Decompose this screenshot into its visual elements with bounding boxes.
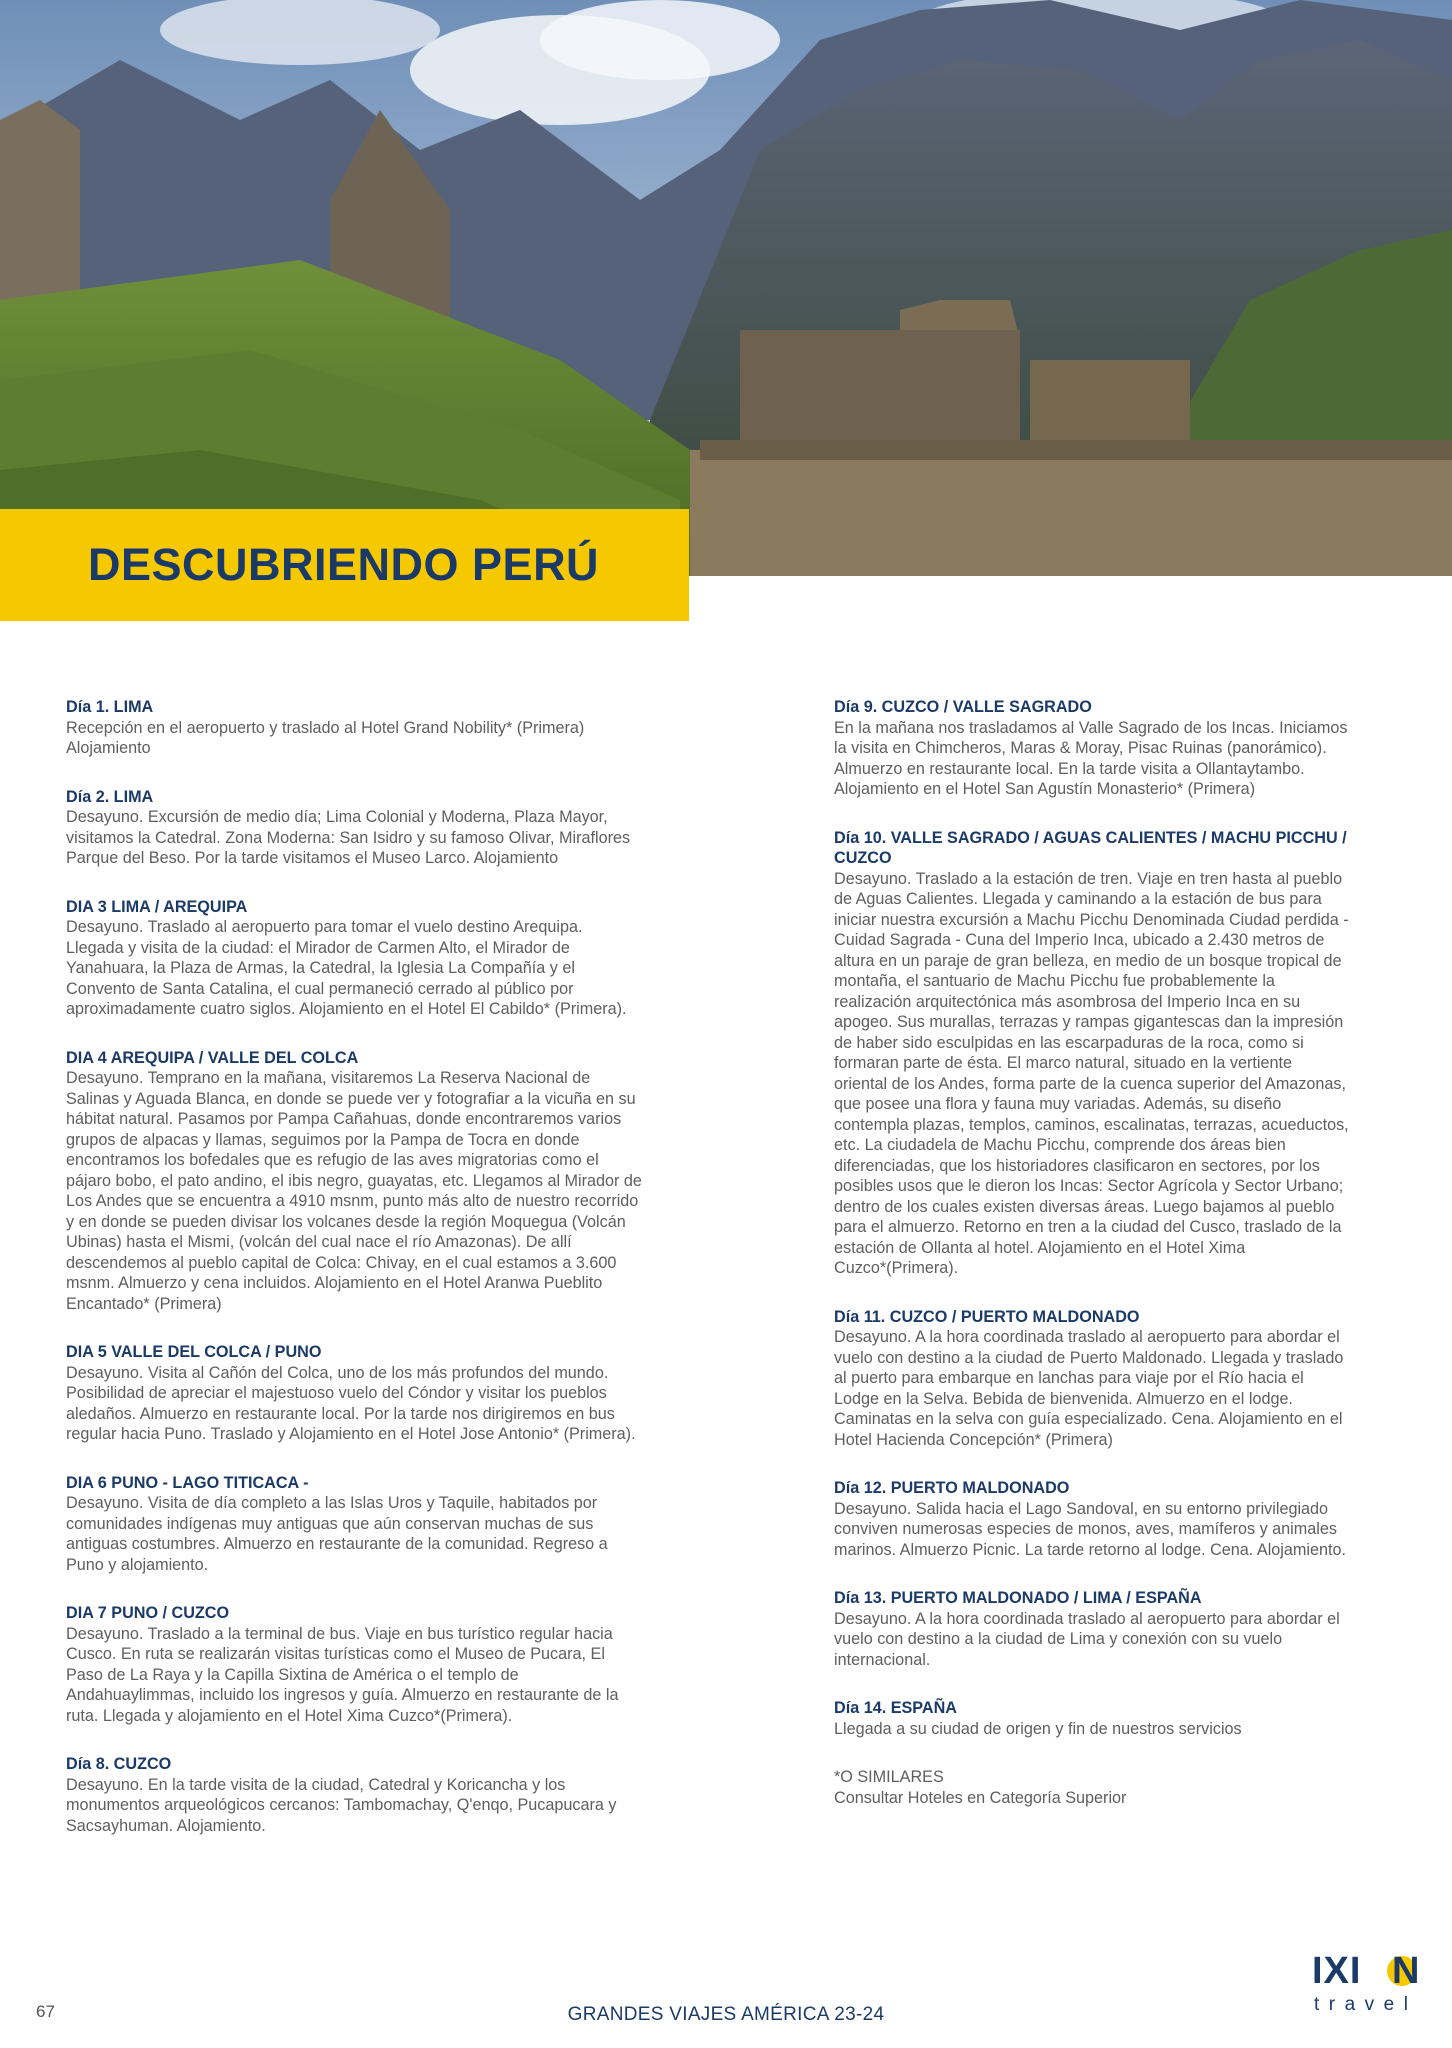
itinerary-day	[66, 1473, 686, 1576]
day-title: DIA 4 AREQUIPA / VALLE DEL COLCA	[66, 1048, 359, 1067]
day-description: En la mañana nos trasladamos al Valle Sagrado de los Incas. Iniciamos la visita en Chimcheros, Maras & Moray, Pisac Ruinas (panorámico). Almuerzo en restaurante local. En la tarde visita a Ollantaytambo. Alojamiento en el Hotel San Agustín Monasterio* (Primera)	[834, 718, 1348, 798]
day-description: Desayuno. Visita de día completo a las Islas Uros y Taquile, habitados por comunidades indígenas muy antiguas que aún conservan muchas de sus antiguas costumbres. Almuerzo en restaurante de la comunidad. Regreso a Puno y alojamiento.	[66, 1494, 608, 1574]
itinerary-day	[66, 1342, 686, 1445]
logo-subtitle: travel	[1314, 1994, 1418, 2015]
day-description: Desayuno. Salida hacia el Lago Sandoval, en su entorno privilegiado conviven numerosas especies de monos, aves, mamíferos y animales marinos. Almuerzo Picnic. La tarde retorno al lodge. Cena. Alojamiento.	[834, 1499, 1346, 1559]
itinerary-day	[66, 1754, 686, 1836]
day-title: Día 12. PUERTO MALDONADO	[834, 1479, 1070, 1497]
itinerary-day	[66, 697, 686, 759]
day-title: Día 14. ESPAÑA	[834, 1699, 957, 1717]
day-description: Desayuno. Excursión de medio día; Lima Colonial y Moderna, Plaza Mayor, visitamos la Catedral. Zona Moderna: San Isidro y su famoso Olivar, Miraflores Parque del Beso. Por la tarde visitamos el Museo Larco. Alojamiento	[66, 808, 631, 867]
hero-photo	[0, 0, 1452, 576]
day-title: DIA 3 LIMA / AREQUIPA	[66, 897, 248, 916]
page-title: DESCUBRIENDO PERÚ	[88, 539, 600, 590]
day-description: Desayuno. A la hora coordinada traslado al aeropuerto para abordar el vuelo con destino a la ciudad de Puerto Maldonado. Llegada y traslado al puerto para embarque en lanchas para viaje por el Río hacia el Lodge en la Selva. Bebida de bienvenida. Almuerzo en el lodge. Caminatas en la selva con guía especializado. Cena. Alojamiento en el Hotel Hacienda Concepción* (Primera)	[834, 1328, 1344, 1449]
itinerary-day	[834, 1307, 1380, 1451]
day-title: Día 13. PUERTO MALDONADO / LIMA / ESPAÑA	[834, 1589, 1202, 1607]
day-description: Desayuno. Traslado a la terminal de bus. Viaje en bus turístico regular hacia Cusco. En ruta se realizarán visitas turísticas como el Museo de Pucara, El Paso de La Raya y la Capilla Sixtina de América o el templo de Andahuaylimmas, incluido los ingresos y guía. Almuerzo en restaurante de la ruta. Llegada y alojamiento en el Hotel Xima Cuzco*(Primera).	[66, 1624, 619, 1725]
machu-picchu-landscape-image	[0, 0, 1452, 576]
day-title: Día 11. CUZCO / PUERTO MALDONADO	[834, 1307, 1140, 1326]
title-band	[0, 509, 689, 621]
itinerary-day	[834, 697, 1380, 800]
day-description: Desayuno. Temprano en la mañana, visitaremos La Reserva Nacional de Salinas y Aguada Blanca, en donde se puede ver y fotografiar a la vicuña en su hábitat natural. Pasamos por Pampa Cañahuas, donde encontraremos varios grupos de alpacas y llamas, seguimos por la Pampa de Tocra en donde encontramos los bofedales que es refugio de las aves migratorias como el pájaro bobo, el pato andino, el ibis negro, guayatas, etc. Llegamos al Mirador de Los Andes que se encuentra a 4910 msnm, punto más alto de nuestro recorrido y en donde se pueden divisar los volcanes desde la región Moquegua (Volcán Ubinas) hasta el Mismi, (volcán del cual nace el río Amazonas). De allí descendemos al pueblo capital de Colca: Chivay, en el cual estamos a 3.600 msnm. Almuerzo y cena incluidos. Alojamiento en el Hotel Aranwa Pueblito Encantado* (Primera)	[66, 1069, 642, 1313]
day-title: DIA 7 PUNO / CUZCO	[66, 1604, 230, 1622]
day-description: Llegada a su ciudad de origen y fin de nuestros servicios	[834, 1719, 1242, 1738]
day-description: Recepción en el aeropuerto y traslado al Hotel Grand Nobility* (Primera) Alojamiento	[66, 718, 585, 757]
day-title: Día 8. CUZCO	[66, 1755, 172, 1773]
itinerary-day	[834, 1698, 1380, 1739]
logo-brand: IXI N	[1312, 1950, 1421, 1992]
day-description: Desayuno. En la tarde visita de la ciudad, Catedral y Koricancha y los monumentos arqueológicos cercanos: Tambomachay, Q'enqo, Pucapucara y Sacsayhuman. Alojamiento.	[66, 1775, 617, 1835]
itinerary-left-column	[66, 697, 686, 1864]
day-description: Desayuno. A la hora coordinada traslado al aeropuerto para abordar el vuelo con destino a la ciudad de Lima y conexión con su vuelo internacional.	[834, 1609, 1340, 1669]
itinerary-day	[66, 897, 686, 1020]
day-title: DIA 6 PUNO - LAGO TITICACA -	[66, 1473, 309, 1492]
day-title: Día 2. LIMA	[66, 787, 154, 806]
itinerary-day	[834, 1478, 1380, 1560]
itinerary-day	[834, 1588, 1380, 1670]
itinerary-day	[834, 828, 1380, 1279]
day-description: Desayuno. Visita al Cañón del Colca, uno de los más profundos del mundo. Posibilidad de apreciar el majestuoso vuelo del Cóndor y visitar los pueblos aledaños. Almuerzo en restaurante local. Por la tarde nos dirigiremos en bus regular hacia Puno. Traslado y Alojamiento en el Hotel Jose Antonio* (Primera).	[66, 1363, 636, 1443]
day-title: Día 9. CUZCO / VALLE SAGRADO	[834, 698, 1092, 716]
day-description: Desayuno. Traslado a la estación de tren. Viaje en tren hasta al pueblo de Aguas Calientes. Llegada y caminando a la estación de bus para iniciar nuestra excursión a Machu Picchu Denominada Ciudad perdida - Cuidad Sagrada - Cuna del Imperio Inca, ubicado a 2.430 metros de altura en un paraje de gran belleza, en medio de un bosque tropical de montaña, el santuario de Machu Picchu fue probablemente la realización arquitectónica más asombrosa del Imperio Inca en su apogeo. Sus murallas, terrazas y rampas gigantescas dan la impresión de haber sido esculpidas en las escarpaduras de la roca, como si formaran parte de ésta. El marco natural, situado en la vertiente oriental de los Andes, forma parte de la cuenca superior del Amazonas, que posee una flora y fauna muy variadas. Además, su diseño contempla plazas, templos, caminos, escalinatas, terrazas, acueductos, etc. La ciudadela de Machu Picchu, comprende dos áreas bien diferenciadas, que los historiadores clasificaron en sectores, por los posibles usos que le dieron los Incas: Sector Agrícola y Sector Urbano; dentro de los cuales existen diversas áreas. Luego bajamos al pueblo para el almuerzo. Retorno en tren a la ciudad del Cusco, traslado de la estación de Ollanta al hotel. Alojamiento en el Hotel Xima Cuzco*(Primera).	[834, 869, 1349, 1277]
itinerary-day	[66, 1048, 686, 1315]
itinerary-day	[66, 1603, 686, 1726]
day-title: Día 10. VALLE SAGRADO / AGUAS CALIENTES / MACHU PICCHU / CUZCO	[834, 828, 1347, 867]
itinerary-day	[66, 787, 686, 869]
ixion-travel-logo	[1310, 1950, 1440, 2040]
page-number: 67	[36, 2002, 55, 2021]
footer-title: GRANDES VIAJES AMÉRICA 23-24	[567, 2004, 885, 2025]
day-description: Desayuno. Traslado al aeropuerto para tomar el vuelo destino Arequipa. Llegada y visita de la ciudad: el Mirador de Carmen Alto, el Mirador de Yanahuara, la Plaza de Armas, la Catedral, la Iglesia La Compañía y el Convento de Santa Catalina, el cual permaneció cerrado al público por aproximadamente cuatro siglos. Alojamiento en el Hotel El Cabildo* (Primera).	[66, 918, 627, 1018]
itinerary-right-column	[834, 697, 1380, 1824]
day-title: DIA 5 VALLE DEL COLCA / PUNO	[66, 1343, 322, 1361]
day-title: Día 1. LIMA	[66, 698, 154, 716]
hotel-note: *O SIMILARES Consultar Hoteles en Categoría Superior	[834, 1768, 1127, 1807]
